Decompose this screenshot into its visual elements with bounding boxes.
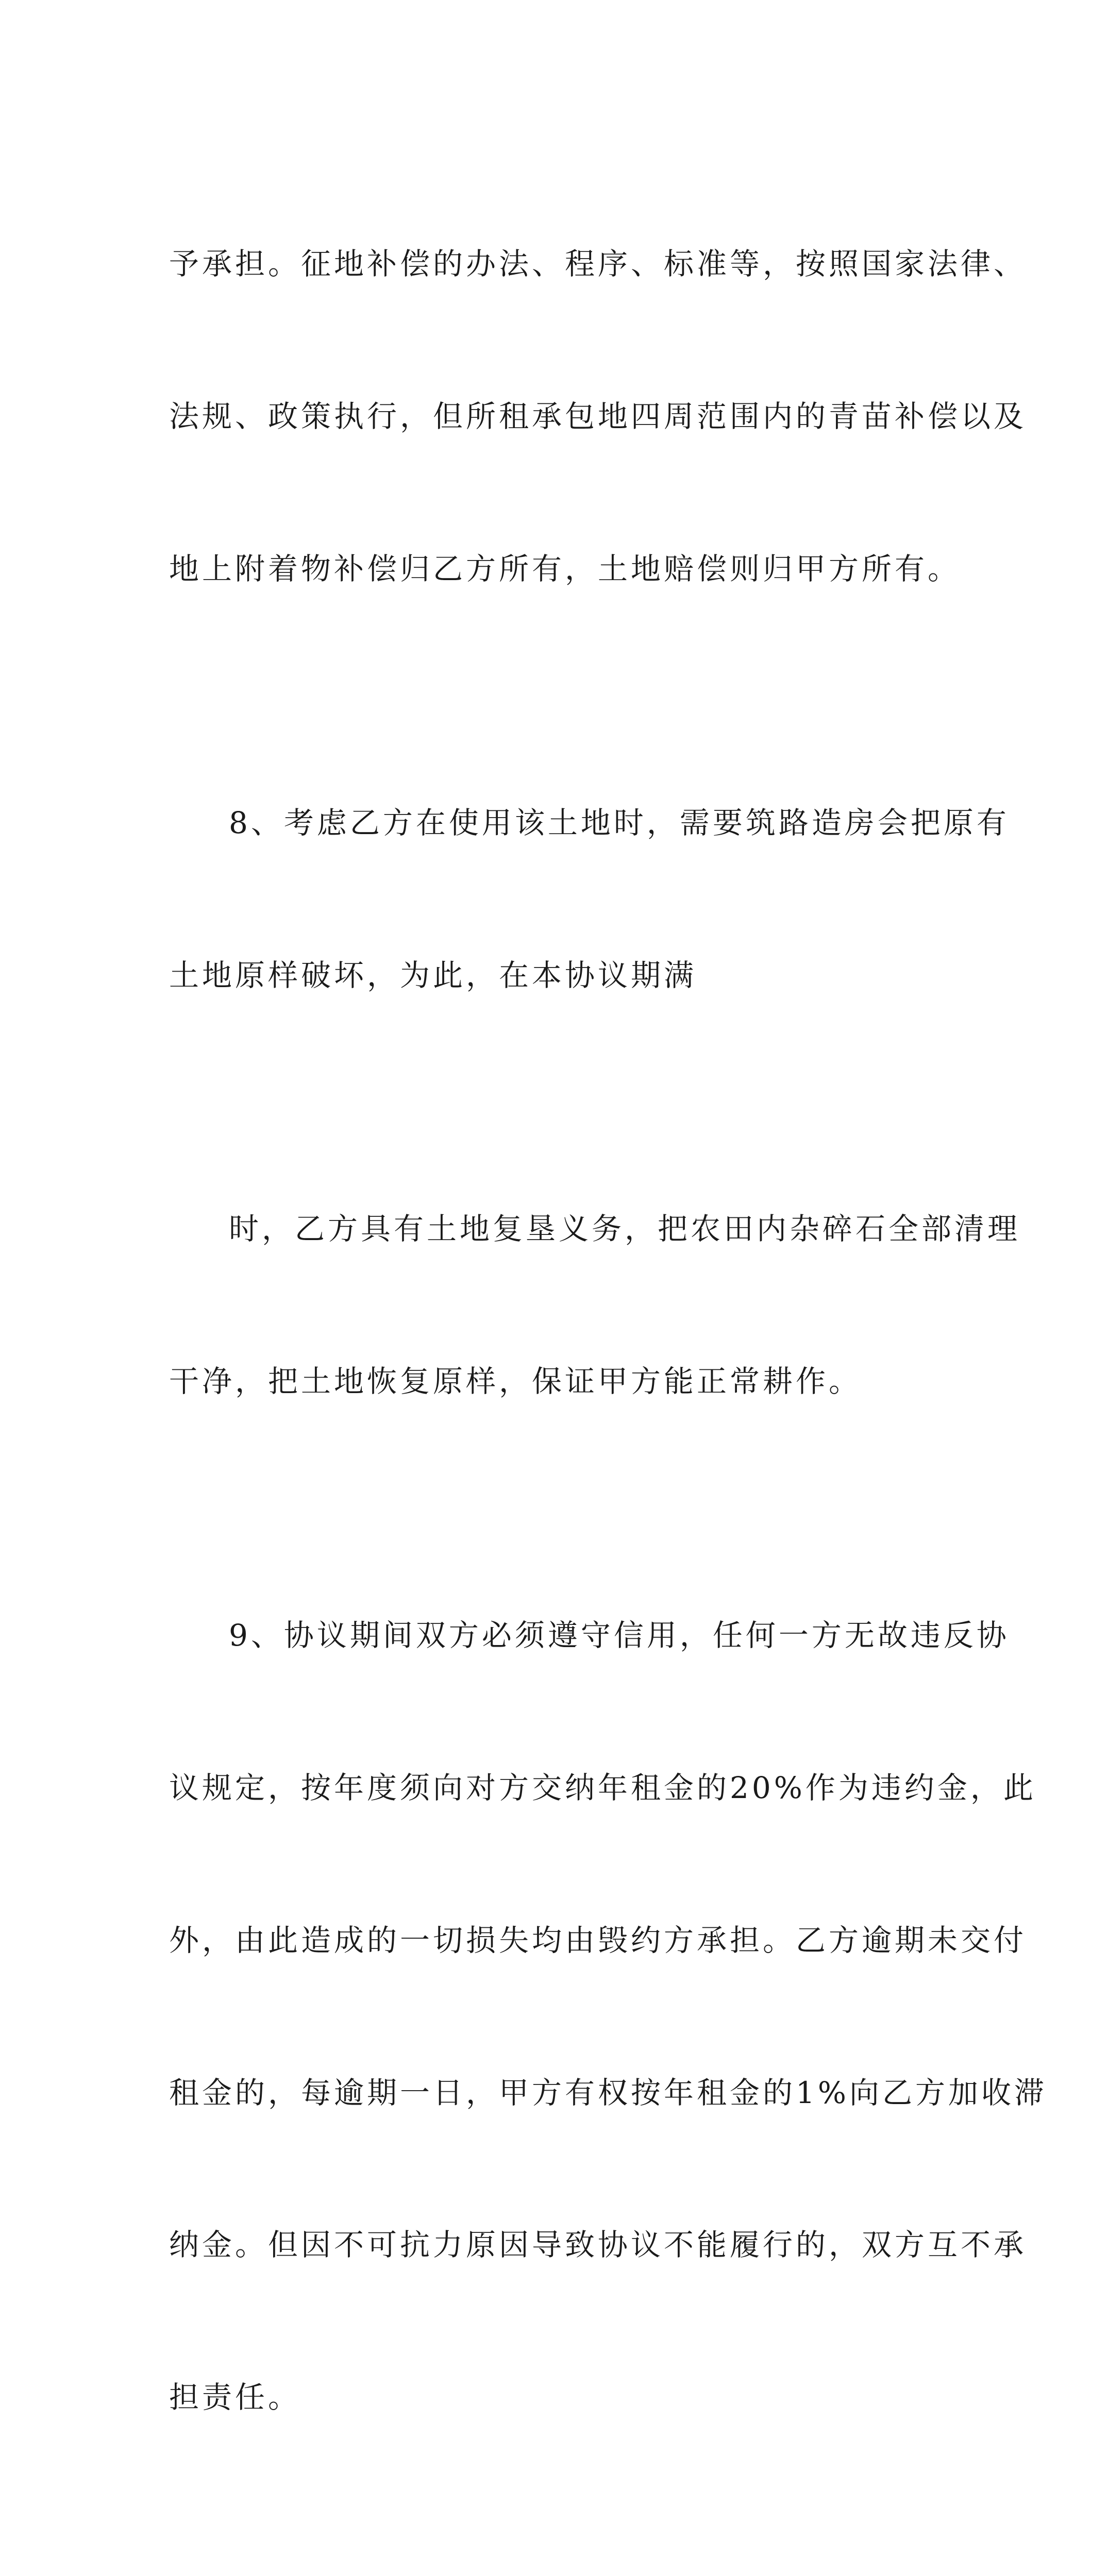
text-line: 时，乙方具有土地复垦义务，把农田内杂碎石全部清理 <box>229 1211 1021 1247</box>
text-line: 法规、政策执行，但所租承包地四周范围内的青苗补偿以及 <box>169 398 1027 434</box>
paragraph-clause-9 <box>169 1509 1048 2524</box>
paragraph-clause-8 <box>169 696 1010 1103</box>
text-line: 予承担。征地补偿的办法、程序、标准等，按照国家法律、 <box>169 246 1027 282</box>
paragraph-reclamation <box>169 1102 1021 1509</box>
text-line: 9、协议期间双方必须遵守信用，任何一方无故违反协 <box>229 1618 1010 1653</box>
text-line: 土地原样破坏，为此，在本协议期满 <box>169 957 697 993</box>
text-line: 担责任。 <box>169 2380 301 2415</box>
paragraph-clause-10 <box>169 2524 952 2576</box>
text-line: 8、考虑乙方在使用该土地时，需要筑路造房会把原有 <box>229 805 1010 840</box>
text-line: 干净，把土地恢复原样，保证甲方能正常耕作。 <box>169 1364 862 1399</box>
text-line: 纳金。但因不可抗力原因导致协议不能履行的，双方互不承 <box>169 2227 1027 2263</box>
text-line: 外，由此造成的一切损失均由毁约方承担。乙方逾期未交付 <box>169 1922 1027 1958</box>
paragraph-compensation <box>169 137 1027 696</box>
text-line: 议规定，按年度须向对方交纳年租金的20%作为违约金，此 <box>169 1770 1036 1805</box>
text-line: 地上附着物补偿归乙方所有，土地赔偿则归甲方所有。 <box>169 551 961 586</box>
text-line: 租金的，每逾期一日，甲方有权按年租金的1%向乙方加收滞 <box>169 2075 1048 2110</box>
document-body <box>169 137 1048 2576</box>
